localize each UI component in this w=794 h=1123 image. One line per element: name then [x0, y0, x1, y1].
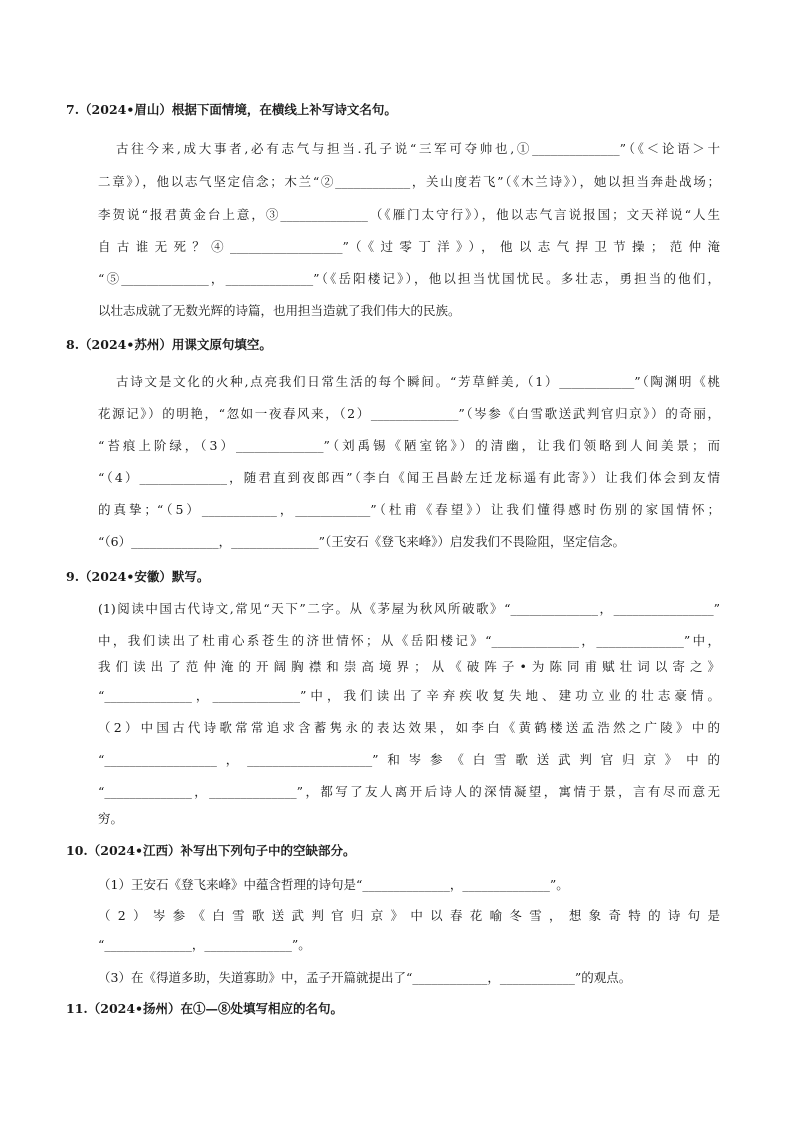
- question-9-line-1: (1)阅读中国古代诗文,常见“天下”二字。从《茅屋为秋风所破歌》“______________，________________”: [98, 601, 720, 616]
- question-10-title: 10.（2024•江西）补写出下列句子中的空缺部分。: [66, 843, 356, 858]
- question-7-line-5: “⑤______________，______________”（《岳阳楼记》），他以担当忧国忧民。多壮志，勇担当的他们，: [98, 271, 720, 286]
- question-8-line-5: 的真挚；“（5）____________，____________”（杜甫《春望》）让我们懂得感时伤别的家国情怀；: [98, 502, 720, 517]
- question-8-title: 8.（2024•苏州）用课文原句填空。: [66, 337, 272, 352]
- question-11-title: 11.（2024•扬州）在①—⑧处填写相应的名句。: [66, 1001, 344, 1016]
- question-8-line-6: “（6）______________，______________”（王安石《登飞来峰》）启发我们不畏险阻，坚定信念。: [98, 534, 625, 549]
- question-7-line-1: 古往今来,成大事者,必有志气与担当.孔子说“三军可夺帅也,①______________”（《＜论语＞十: [116, 141, 720, 156]
- question-7-title: 7.（2024•眉山）根据下面情境，在横线上补写诗文名句。: [66, 102, 397, 117]
- question-10-line-1: （1）王安石《登飞来峰》中蕴含哲理的诗句是“______________，______________”。: [98, 877, 569, 892]
- question-8-line-2: 花源记》）的明艳，“忽如一夜春风来，（2）______________”（岑参《白雪歌送武判官归京》）的奇丽，: [98, 406, 720, 421]
- question-9-line-3: 我们读出了范仲淹的开阔胸襟和崇高境界；从《破阵子•为陈同甫赋壮词以寄之》: [98, 659, 720, 674]
- question-10-line-4: （3）在《得道多助，失道寡助》中，孟子开篇就提出了“____________，____________”的观点。: [98, 970, 632, 985]
- question-9-line-2: 中，我们读出了杜甫心系苍生的济世情怀；从《岳阳楼记》“______________，______________”中，: [98, 633, 720, 648]
- question-9-title: 9.（2024•安徽）默写。: [66, 569, 210, 584]
- question-8-line-1: 古诗文是文化的火种,点亮我们日常生活的每个瞬间。“芳草鲜美,（1）____________”（陶渊明《桃: [116, 374, 720, 389]
- question-8-line-3: “苔痕上阶绿，（3）______________”（刘禹锡《陋室铭》）的清幽，让我们领略到人间美景；而: [98, 438, 720, 453]
- question-9-line-6: “__________________，____________________”和岑参《白雪歌送武判官归京》中的: [98, 752, 720, 767]
- question-7-line-6: 以壮志成就了无数光辉的诗篇，也用担当造就了我们伟大的民族。: [98, 303, 461, 318]
- question-7-line-3: 李贺说“报君黄金台上意，③______________（《雁门太守行》），他以志气言说报国；文天祥说“人生: [98, 207, 720, 222]
- question-10-line-3: “______________，______________”。: [98, 937, 311, 952]
- question-9-line-4: “______________，______________”中，我们读出了辛弃疾收复失地、建功立业的壮志豪情。: [98, 688, 720, 703]
- question-9-line-8: 穷。: [98, 811, 124, 826]
- question-7-line-4: 自古谁无死？④__________________”（《过零丁洋》），他以志气捍卫节操；范仲淹: [98, 239, 720, 254]
- question-7-line-2: 二章》），他以志气坚定信念；木兰“②____________，关山度若飞”（《木兰诗》），她以担当奔赴战场；: [98, 174, 720, 189]
- question-9-line-5: （2）中国古代诗歌常常追求含蓄隽永的表达效果，如李白《黄鹤楼送孟浩然之广陵》中的: [98, 720, 720, 735]
- question-10-line-2: （2）岑参《白雪歌送武判官归京》中以春花喻冬雪，想象奇特的诗句是: [98, 908, 720, 923]
- question-8-line-4: “（4）______________，随君直到夜郎西”（李白《闻王昌龄左迁龙标遥有此寄》）让我们体会到友情: [98, 470, 720, 485]
- question-9-line-7: “______________，______________”，都写了友人离开后诗人的深情凝望，寓情于景，言有尽而意无: [98, 784, 720, 799]
